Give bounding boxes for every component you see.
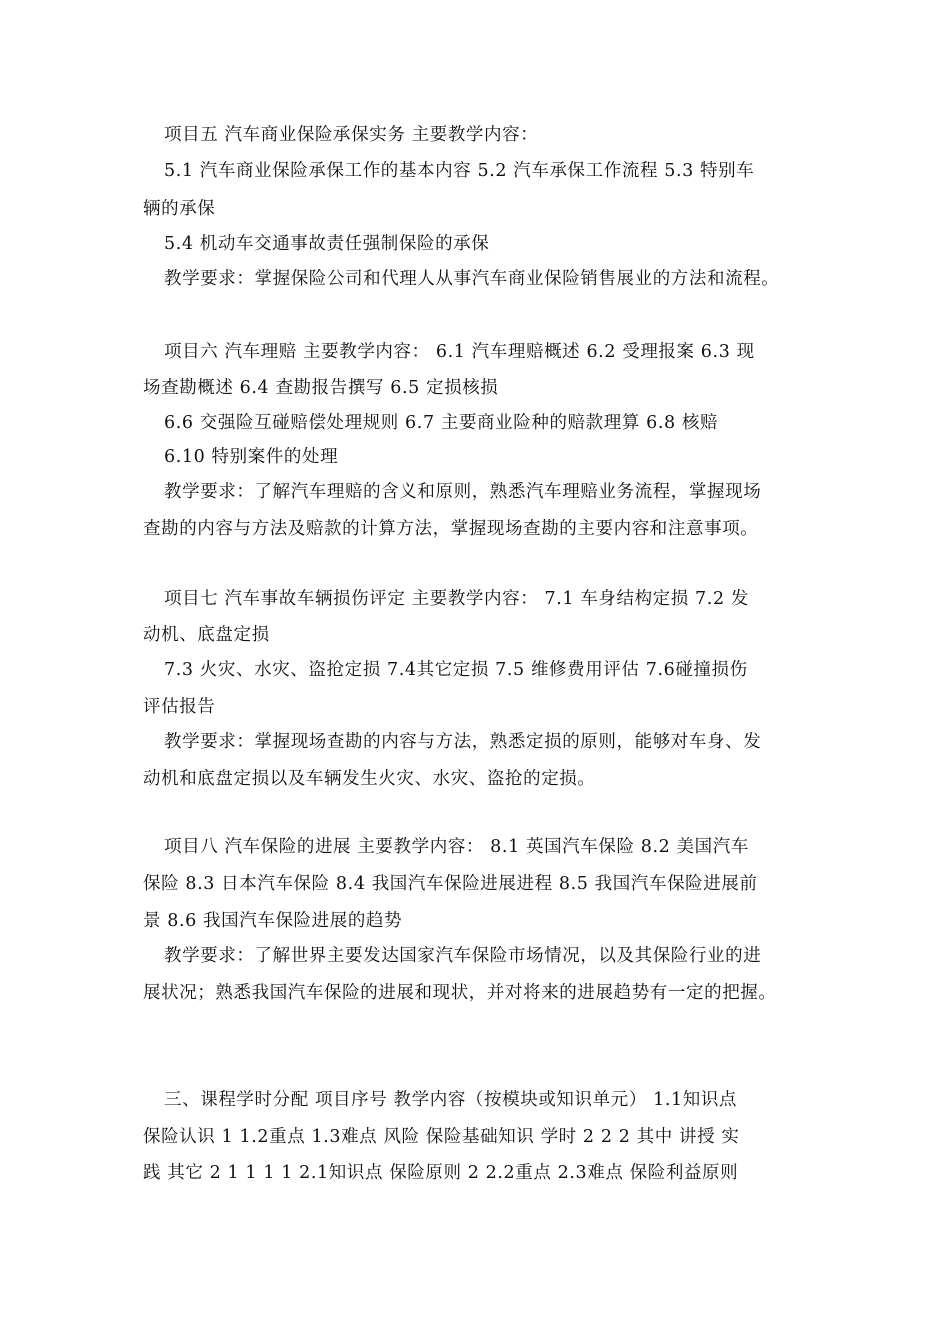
project-5-heading: 项目五 汽车商业保险承保实务 主要教学内容： [164, 125, 539, 145]
course-hours-line: 保险认识 1 1.2重点 1.3难点 风险 保险基础知识 学时 2 2 2 其中 讲授 实 [143, 1127, 740, 1147]
project-6-content-line: 6.6 交强险互碰赔偿处理规则 6.7 主要商业险种的赔款理算 6.8 核赔 [164, 413, 719, 433]
project-5-content-line: 辆的承保 [143, 199, 216, 219]
project-8-content-line: 景 8.6 我国汽车保险进展的趋势 [143, 911, 403, 931]
project-8-requirements: 展状况；熟悉我国汽车保险的进展和现状，并对将来的进展趋势有一定的把握。 [143, 983, 777, 1003]
project-7-content-line: 评估报告 [143, 697, 216, 717]
project-8-content-line: 保险 8.3 日本汽车保险 8.4 我国汽车保险进展进程 8.5 我国汽车保险进展前 [143, 874, 758, 894]
project-8-heading: 项目八 汽车保险的进展 主要教学内容： 8.1 英国汽车保险 8.2 美国汽车 [164, 837, 749, 857]
project-7-requirements: 教学要求：掌握现场查勘的内容与方法，熟悉定损的原则，能够对车身、发 [164, 732, 762, 752]
project-7-content-line: 7.3 火灾、水灾、盗抢定损 7.4其它定损 7.5 维修费用评估 7.6碰撞损伤 [164, 660, 748, 680]
project-7-heading: 项目七 汽车事故车辆损伤评定 主要教学内容： 7.1 车身结构定损 7.2 发 [164, 589, 749, 609]
project-5-content-line: 5.4 机动车交通事故责任强制保险的承保 [164, 234, 490, 254]
course-hours-line: 践 其它 2 1 1 1 1 2.1知识点 保险原则 2 2.2重点 2.3难点 保险利益原则 [143, 1163, 739, 1183]
project-6-content-line: 场查勘概述 6.4 查勘报告撰写 6.5 定损核损 [143, 378, 499, 398]
project-8-requirements: 教学要求：了解世界主要发达国家汽车保险市场情况，以及其保险行业的进 [164, 946, 762, 966]
project-5-content-line: 5.1 汽车商业保险承保工作的基本内容 5.2 汽车承保工作流程 5.3 特别车 [164, 161, 755, 181]
project-5-requirements: 教学要求：掌握保险公司和代理人从事汽车商业保险销售展业的方法和流程。 [164, 269, 780, 289]
project-6-requirements: 查勘的内容与方法及赔款的计算方法，掌握现场查勘的主要内容和注意事项。 [143, 519, 759, 539]
project-7-content-line: 动机、底盘定损 [143, 625, 270, 645]
course-hours-heading: 三、课程学时分配 项目序号 教学内容（按模块或知识单元） 1.1知识点 [164, 1090, 738, 1110]
project-7-requirements: 动机和底盘定损以及车辆发生火灾、水灾、盗抢的定损。 [143, 769, 596, 789]
project-6-requirements: 教学要求：了解汽车理赔的含义和原则，熟悉汽车理赔业务流程，掌握现场 [164, 482, 762, 502]
project-6-content-line: 6.10 特别案件的处理 [164, 447, 339, 467]
project-6-heading: 项目六 汽车理赔 主要教学内容： 6.1 汽车理赔概述 6.2 受理报案 6.3 现 [164, 342, 755, 362]
